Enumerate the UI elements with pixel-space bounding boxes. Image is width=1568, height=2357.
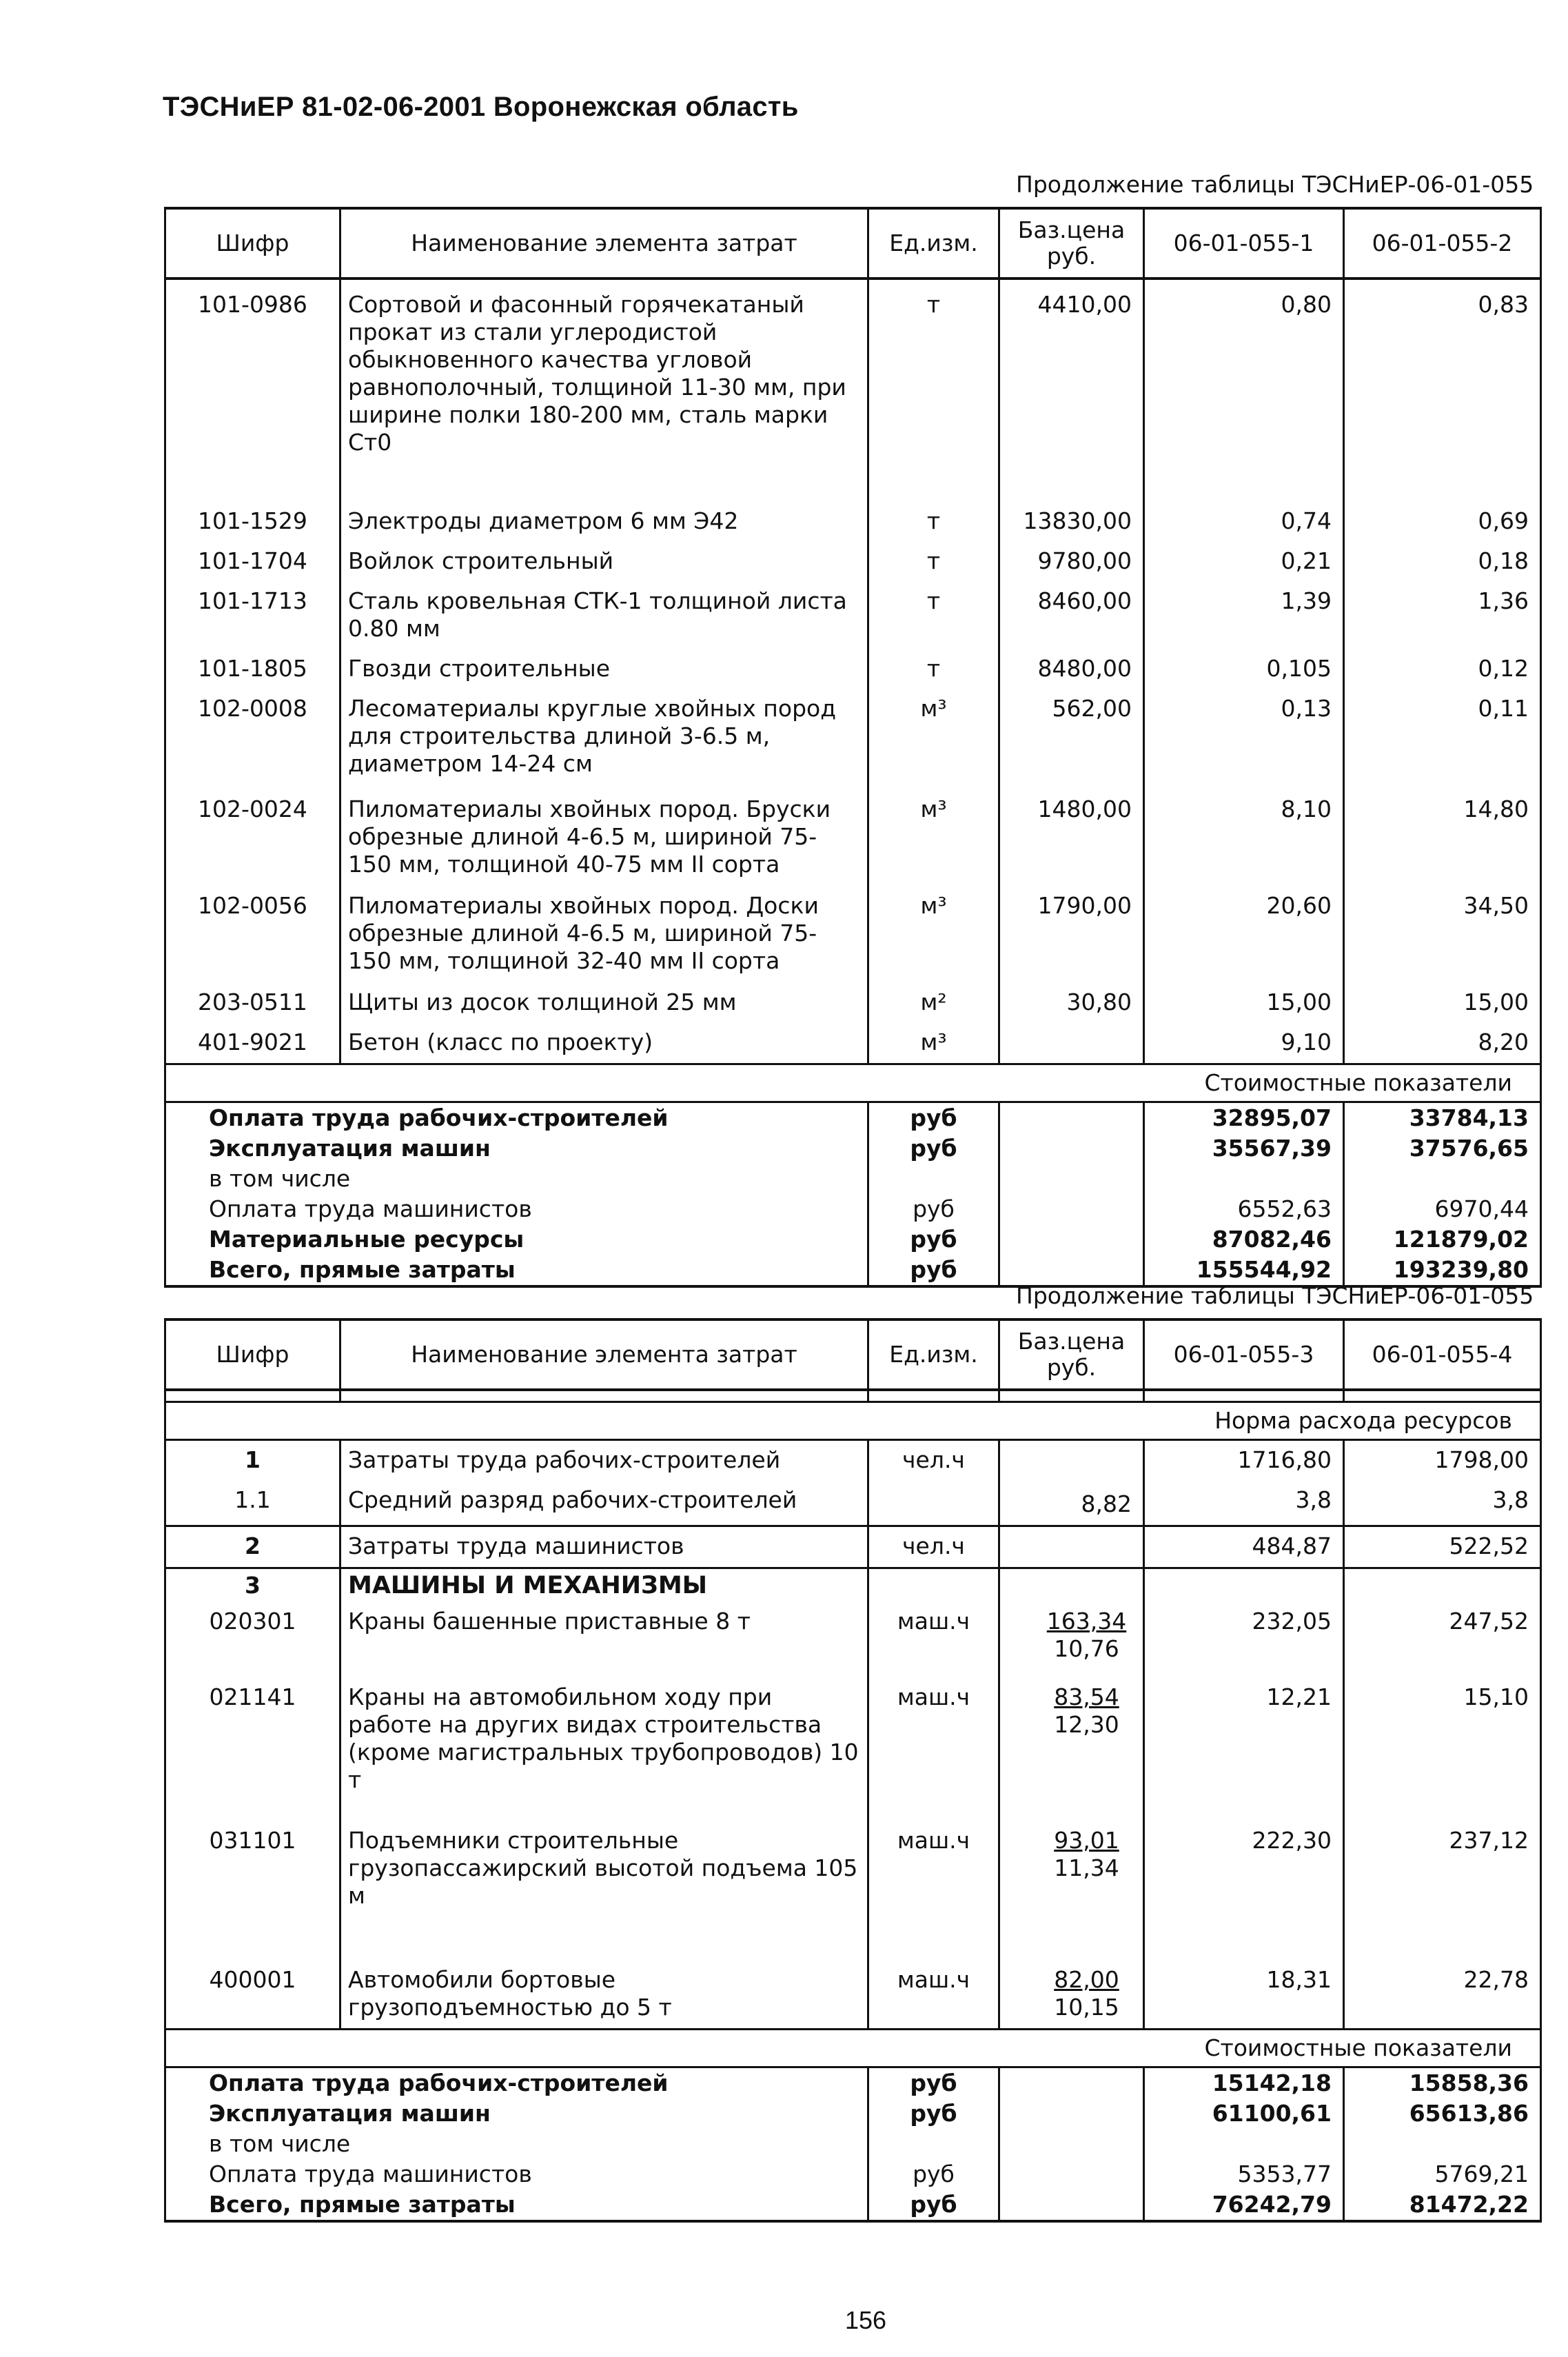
row-value-col2: 34,50	[1344, 889, 1541, 986]
total-price-empty	[999, 1164, 1144, 1194]
labor-row	[165, 1526, 1541, 1568]
row-value-col1: 12,21	[1144, 1678, 1344, 1821]
row-value-col2: 237,12	[1344, 1821, 1541, 1961]
table-row	[165, 793, 1541, 889]
total-unit	[868, 1164, 999, 1194]
row-name: Щиты из досок толщиной 25 мм	[340, 986, 868, 1026]
section-cost-label: Стоимостные показатели	[165, 1064, 1541, 1102]
row-code: 101-1529	[165, 505, 340, 545]
section-cost-label: Стоимостные показатели	[165, 2030, 1541, 2067]
row-name: Пиломатериалы хвойных пород. Бруски обрезные длиной 4-6.5 м, шириной 75-150 мм, толщиной 40-75 мм II сорта	[340, 793, 868, 889]
row-unit: т	[868, 652, 999, 692]
total-price-empty	[999, 1133, 1144, 1164]
total-price-empty	[999, 1224, 1144, 1255]
row-base-price: 8460,00	[999, 585, 1144, 652]
row-name: Бетон (класс по проекту)	[340, 1026, 868, 1064]
total-value-col1: 5353,77	[1144, 2159, 1344, 2189]
table1-totals	[165, 1102, 1541, 1287]
row-code: 020301	[165, 1602, 340, 1678]
total-value-col2: 6970,44	[1344, 1194, 1541, 1224]
row-code: 1	[165, 1440, 340, 1481]
row-value-col2: 14,80	[1344, 793, 1541, 889]
machines-title: МАШИНЫ И МЕХАНИЗМЫ	[340, 1568, 868, 1603]
table1-body	[165, 279, 1541, 1064]
table2-caption: Продолжение таблицы ТЭСНиЕР-06-01-055	[1016, 1282, 1534, 1309]
total-row	[165, 1133, 1541, 1164]
machine-price-total: 93,01	[1054, 1827, 1119, 1854]
row-unit: т	[868, 545, 999, 585]
row-base-price	[999, 1526, 1144, 1568]
row-unit: м³	[868, 1026, 999, 1064]
row-value-col1: 0,74	[1144, 505, 1344, 545]
page-number: 156	[845, 2306, 887, 2334]
total-value-col2	[1344, 2129, 1541, 2159]
total-unit: руб	[868, 2098, 999, 2129]
machine-price-total: 163,34	[1046, 1608, 1127, 1635]
row-name: Сталь кровельная СТК-1 толщиной листа 0.80 мм	[340, 585, 868, 652]
table-row	[165, 545, 1541, 585]
row-base-price: 1480,00	[999, 793, 1144, 889]
total-unit: руб	[868, 2189, 999, 2221]
header-col1: 06-01-055-1	[1144, 208, 1344, 279]
total-row	[165, 2098, 1541, 2129]
row-value-col1: 8,10	[1144, 793, 1344, 889]
row-value-col2: 22,78	[1344, 1961, 1541, 2030]
header-col1: 06-01-055-3	[1144, 1319, 1344, 1390]
row-base-price	[999, 1821, 1144, 1961]
total-unit: руб	[868, 1255, 999, 1286]
row-value-col1: 9,10	[1144, 1026, 1344, 1064]
row-value-col1: 15,00	[1144, 986, 1344, 1026]
row-code: 401-9021	[165, 1026, 340, 1064]
labor-row	[165, 1440, 1541, 1481]
total-price-empty	[999, 2189, 1144, 2221]
total-value-col2: 15858,36	[1344, 2067, 1541, 2099]
total-row	[165, 2067, 1541, 2099]
total-row	[165, 2129, 1541, 2159]
row-name: Лесоматериалы круглые хвойных пород для строительства длиной 3-6.5 м, диаметром 14-24 см	[340, 692, 868, 793]
row-code: 1.1	[165, 1481, 340, 1526]
machine-row	[165, 1821, 1541, 1961]
row-value-col1: 1,39	[1144, 585, 1344, 652]
total-name: Оплата труда машинистов	[165, 1194, 868, 1224]
row-code: 101-0986	[165, 279, 340, 505]
total-value-col1	[1144, 2129, 1344, 2159]
table-row	[165, 585, 1541, 652]
row-code: 203-0511	[165, 986, 340, 1026]
total-name: Всего, прямые затраты	[165, 2189, 868, 2221]
table-row	[165, 692, 1541, 793]
header-name: Наименование элемента затрат	[340, 208, 868, 279]
total-value-col2: 65613,86	[1344, 2098, 1541, 2129]
row-name: Краны на автомобильном ходу при работе на других видах строительства (кроме магистральных трубопроводов) 10 т	[340, 1678, 868, 1821]
machine-price-labor: 10,15	[1054, 1994, 1119, 2021]
labor-row	[165, 1481, 1541, 1526]
total-value-col2: 121879,02	[1344, 1224, 1541, 1255]
total-price-empty	[999, 2098, 1144, 2129]
row-value-col1: 232,05	[1144, 1602, 1344, 1678]
row-unit: маш.ч	[868, 1678, 999, 1821]
row-unit: чел.ч	[868, 1526, 999, 1568]
total-price-empty	[999, 2159, 1144, 2189]
total-name: Оплата труда машинистов	[165, 2159, 868, 2189]
row-unit: м²	[868, 986, 999, 1026]
table2-header-row	[165, 1319, 1541, 1390]
row-unit: т	[868, 585, 999, 652]
row-base-price: 4410,00	[999, 279, 1144, 505]
row-code: 031101	[165, 1821, 340, 1961]
total-unit: руб	[868, 2067, 999, 2099]
table1-caption: Продолжение таблицы ТЭСНиЕР-06-01-055	[1016, 171, 1534, 198]
row-base-price: 1790,00	[999, 889, 1144, 986]
row-base-price: 562,00	[999, 692, 1144, 793]
total-name: Материальные ресурсы	[165, 1224, 868, 1255]
row-base-price: 9780,00	[999, 545, 1144, 585]
row-value-col1: 484,87	[1144, 1526, 1344, 1568]
row-value-col2: 247,52	[1344, 1602, 1541, 1678]
total-value-col1: 35567,39	[1144, 1133, 1344, 1164]
row-unit: маш.ч	[868, 1961, 999, 2030]
row-value-col2: 0,11	[1344, 692, 1541, 793]
table-row	[165, 505, 1541, 545]
row-code: 101-1704	[165, 545, 340, 585]
document-header: ТЭСНиЕР 81-02-06-2001 Воронежская область	[163, 92, 799, 122]
row-unit: м³	[868, 889, 999, 986]
row-name: Средний разряд рабочих-строителей	[340, 1481, 868, 1526]
row-value-col1: 0,21	[1144, 545, 1344, 585]
row-name: Электроды диаметром 6 мм Э42	[340, 505, 868, 545]
row-value-col2: 1,36	[1344, 585, 1541, 652]
row-value-col1: 18,31	[1144, 1961, 1344, 2030]
row-base-price	[999, 1026, 1144, 1064]
row-code: 101-1713	[165, 585, 340, 652]
machine-price-labor: 11,34	[1054, 1854, 1119, 1881]
row-value-col2: 0,18	[1344, 545, 1541, 585]
table2-totals	[165, 2067, 1541, 2222]
total-unit	[868, 2129, 999, 2159]
row-base-price: 8480,00	[999, 652, 1144, 692]
row-base-price: 8,82	[999, 1481, 1144, 1526]
header-unit: Ед.изм.	[868, 208, 999, 279]
total-name: Всего, прямые затраты	[165, 1255, 868, 1286]
total-price-empty	[999, 2129, 1144, 2159]
total-name: в том числе	[165, 2129, 868, 2159]
total-value-col2: 81472,22	[1344, 2189, 1541, 2221]
machines-code: 3	[165, 1568, 340, 1603]
row-code: 021141	[165, 1678, 340, 1821]
row-name: Сортовой и фасонный горячекатаный прокат из стали углеродистой обыкновенного качества угловой равнополочный, толщиной 11-30 мм, при ширине полки 180-200 мм, сталь марки Ст0	[340, 279, 868, 505]
total-unit: руб	[868, 1224, 999, 1255]
total-value-col1: 15142,18	[1144, 2067, 1344, 2099]
row-value-col2: 15,10	[1344, 1678, 1541, 1821]
row-value-col1: 0,13	[1144, 692, 1344, 793]
total-unit: руб	[868, 1133, 999, 1164]
row-code: 102-0056	[165, 889, 340, 986]
machines-heading-row	[165, 1568, 1541, 1603]
total-value-col1: 155544,92	[1144, 1255, 1344, 1286]
total-name: Эксплуатация машин	[165, 1133, 868, 1164]
total-price-empty	[999, 1194, 1144, 1224]
row-unit: чел.ч	[868, 1440, 999, 1481]
row-name: Пиломатериалы хвойных пород. Доски обрезные длиной 4-6.5 м, шириной 75-150 мм, толщиной 32-40 мм II сорта	[340, 889, 868, 986]
header-code: Шифр	[165, 208, 340, 279]
row-value-col2: 0,83	[1344, 279, 1541, 505]
row-code: 400001	[165, 1961, 340, 2030]
machine-price-labor: 12,30	[1054, 1711, 1119, 1738]
row-code: 101-1805	[165, 652, 340, 692]
row-unit: т	[868, 279, 999, 505]
row-base-price	[999, 1678, 1144, 1821]
row-base-price: 13830,00	[999, 505, 1144, 545]
table1-header-row	[165, 208, 1541, 279]
machine-row	[165, 1678, 1541, 1821]
table2-machines	[165, 1602, 1541, 2030]
row-value-col1: 1716,80	[1144, 1440, 1344, 1481]
table-row	[165, 652, 1541, 692]
row-value-col2: 8,20	[1344, 1026, 1541, 1064]
row-unit: маш.ч	[868, 1821, 999, 1961]
row-base-price: 30,80	[999, 986, 1144, 1026]
total-row	[165, 1224, 1541, 1255]
total-value-col1: 76242,79	[1144, 2189, 1344, 2221]
row-value-col1: 3,8	[1144, 1481, 1344, 1526]
total-name: Эксплуатация машин	[165, 2098, 868, 2129]
total-value-col1: 6552,63	[1144, 1194, 1344, 1224]
machine-price-total: 83,54	[1054, 1683, 1119, 1710]
row-value-col1: 222,30	[1144, 1821, 1344, 1961]
total-unit: руб	[868, 1102, 999, 1134]
total-value-col2: 193239,80	[1344, 1255, 1541, 1286]
total-value-col1: 87082,46	[1144, 1224, 1344, 1255]
row-base-price	[999, 1961, 1144, 2030]
header-price: Баз.цена руб.	[999, 1319, 1144, 1390]
row-value-col1: 0,105	[1144, 652, 1344, 692]
section-norm-label: Норма расхода ресурсов	[165, 1402, 1541, 1440]
total-value-col1	[1144, 1164, 1344, 1194]
section-cost-row	[165, 1064, 1541, 1102]
header-unit: Ед.изм.	[868, 1319, 999, 1390]
total-row	[165, 1164, 1541, 1194]
total-row	[165, 1194, 1541, 1224]
row-value-col2: 0,12	[1344, 652, 1541, 692]
header-col2: 06-01-055-4	[1344, 1319, 1541, 1390]
total-value-col2	[1344, 1164, 1541, 1194]
table-row	[165, 986, 1541, 1026]
table2-labor	[165, 1440, 1541, 1568]
row-value-col2: 522,52	[1344, 1526, 1541, 1568]
row-name: Гвозди строительные	[340, 652, 868, 692]
total-unit: руб	[868, 2159, 999, 2189]
table-row	[165, 889, 1541, 986]
row-name: Затраты труда рабочих-строителей	[340, 1440, 868, 1481]
row-unit	[868, 1481, 999, 1526]
total-value-col2: 33784,13	[1344, 1102, 1541, 1134]
total-value-col2: 37576,65	[1344, 1133, 1541, 1164]
total-row	[165, 1102, 1541, 1134]
total-unit: руб	[868, 1194, 999, 1224]
row-unit: м³	[868, 692, 999, 793]
total-row	[165, 2189, 1541, 2221]
machine-row	[165, 1602, 1541, 1678]
row-code: 102-0024	[165, 793, 340, 889]
total-name: в том числе	[165, 1164, 868, 1194]
resource-table-2	[164, 1318, 1542, 2223]
total-value-col1: 61100,61	[1144, 2098, 1344, 2129]
header-code: Шифр	[165, 1319, 340, 1390]
row-code: 2	[165, 1526, 340, 1568]
row-value-col1: 0,80	[1144, 279, 1344, 505]
total-price-empty	[999, 2067, 1144, 2099]
resource-table-1	[164, 207, 1542, 1288]
total-value-col2: 5769,21	[1344, 2159, 1541, 2189]
row-unit: маш.ч	[868, 1602, 999, 1678]
row-name: Автомобили бортовые грузоподъемностью до 5 т	[340, 1961, 868, 2030]
total-row	[165, 2159, 1541, 2189]
total-price-empty	[999, 1102, 1144, 1134]
header-price: Баз.цена руб.	[999, 208, 1144, 279]
row-value-col1: 20,60	[1144, 889, 1344, 986]
row-value-col2: 15,00	[1344, 986, 1541, 1026]
machine-price-total: 82,00	[1054, 1966, 1119, 1993]
row-name: Подъемники строительные грузопассажирский высотой подъема 105 м	[340, 1821, 868, 1961]
machine-row	[165, 1961, 1541, 2030]
total-value-col1: 32895,07	[1144, 1102, 1344, 1134]
header-col2: 06-01-055-2	[1344, 208, 1541, 279]
row-name: Краны башенные приставные 8 т	[340, 1602, 868, 1678]
machine-price-labor: 10,76	[1054, 1635, 1119, 1662]
total-name: Оплата труда рабочих-строителей	[165, 2067, 868, 2099]
table-row	[165, 1026, 1541, 1064]
row-name: Войлок строительный	[340, 545, 868, 585]
section-cost-row	[165, 2030, 1541, 2067]
row-name: Затраты труда машинистов	[340, 1526, 868, 1568]
total-name: Оплата труда рабочих-строителей	[165, 1102, 868, 1134]
row-value-col2: 3,8	[1344, 1481, 1541, 1526]
row-unit: м³	[868, 793, 999, 889]
row-base-price	[999, 1440, 1144, 1481]
row-unit: т	[868, 505, 999, 545]
table-row	[165, 279, 1541, 505]
header-name: Наименование элемента затрат	[340, 1319, 868, 1390]
row-value-col2: 0,69	[1344, 505, 1541, 545]
row-base-price	[999, 1602, 1144, 1678]
row-code: 102-0008	[165, 692, 340, 793]
section-norm-row	[165, 1402, 1541, 1440]
row-value-col2: 1798,00	[1344, 1440, 1541, 1481]
